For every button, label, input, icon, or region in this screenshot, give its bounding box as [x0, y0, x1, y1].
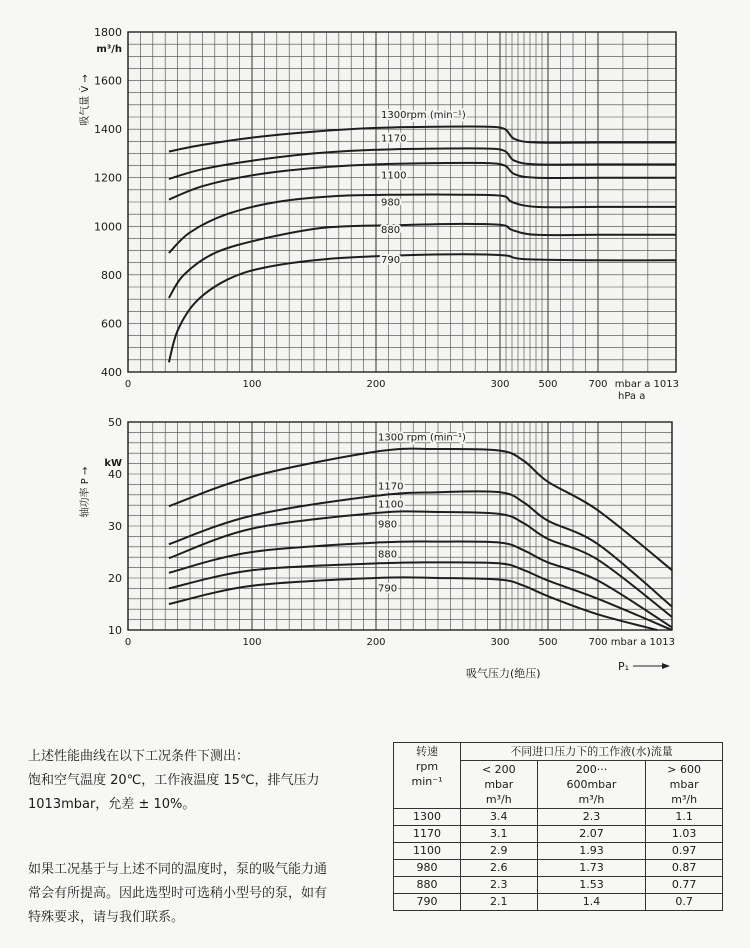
table-row [394, 809, 723, 826]
y-tick-label: 50 [108, 416, 122, 429]
conditions-paragraph: 上述性能曲线在以下工况条件下测出： 饱和空气温度 20℃，工作液温度 15℃，排气压力 1013mbar，允差 ± 10%。 [28, 749, 320, 812]
series-label: 1100 [378, 499, 404, 511]
series-label: 1100 [381, 170, 407, 182]
y-tick-label: 30 [108, 520, 122, 533]
rpm-cell: 1300 [394, 809, 461, 826]
x-unit-label: hPa a [618, 391, 646, 402]
x-axis-symbol: P₁ [618, 660, 630, 673]
y-tick-label: 600 [101, 317, 122, 331]
x-tick-label: mbar a 1013 [614, 379, 679, 390]
series-label: 1300 rpm (min⁻¹) [378, 432, 466, 444]
x-tick-label: 700 [588, 379, 608, 390]
selection-paragraph: 如果工况基于与上述不同的温度时，泵的吸气能力通常会有所提高。因此选型时可选稍小型号的泵，如有特殊要求，请与我们联系。 [28, 862, 328, 925]
y-tick-label: 1000 [94, 220, 122, 234]
x-tick-label: 0 [124, 379, 132, 390]
series-label: 980 [378, 519, 398, 531]
flow-cell: 1.93 [537, 843, 646, 860]
flow-cell: 3.4 [461, 809, 538, 826]
series-label: 1170 [381, 133, 407, 145]
x-tick-label: 700 [588, 637, 608, 648]
flow-col-mid: 200··· 600mbar m³/h [537, 761, 646, 809]
flow-cell: 2.3 [537, 809, 646, 826]
y-axis-title: 轴功率 P → [80, 466, 91, 518]
flow-cell: 2.9 [461, 843, 538, 860]
table-row [394, 860, 723, 877]
x-tick-label: 500 [538, 379, 558, 390]
x-axis-title: 吸气压力(绝压) [466, 667, 541, 680]
x-tick-label: 100 [242, 379, 262, 390]
y-tick-label: 800 [101, 268, 122, 282]
y-tick-label: 20 [108, 572, 122, 585]
flow-cell: 2.6 [461, 860, 538, 877]
series-label: 880 [378, 549, 398, 561]
y-tick-label: 1600 [94, 74, 122, 88]
flow-cell: 1.03 [646, 826, 723, 843]
y-tick-label: 1800 [94, 26, 122, 39]
flow-cell: 1.1 [646, 809, 723, 826]
flow-col-low: < 200 mbar m³/h [461, 761, 538, 809]
y-tick-label: 1400 [94, 123, 122, 137]
x-tick-label: 0 [124, 637, 132, 648]
series-label: 790 [381, 254, 401, 266]
series-label: 1170 [378, 481, 404, 493]
selection-note [28, 858, 333, 930]
flow-cell: 0.7 [646, 894, 723, 911]
liquid-flow-table [393, 742, 723, 911]
x-tick-label: 300 [490, 379, 510, 390]
table-row [394, 826, 723, 843]
test-conditions-note [28, 745, 328, 817]
flow-col-high: > 600 mbar m³/h [646, 761, 723, 809]
speed-column-header: 转速 rpm min⁻¹ [394, 743, 461, 809]
plot-area [128, 422, 672, 630]
table-row [394, 843, 723, 860]
y-tick-label: 400 [101, 366, 122, 379]
rpm-cell: 790 [394, 894, 461, 911]
flow-cell: 3.1 [461, 826, 538, 843]
shaft-power-chart [0, 410, 750, 700]
arrow-head-icon [662, 663, 670, 669]
y-tick-label: 1200 [94, 171, 122, 185]
series-label: 790 [378, 583, 398, 595]
flow-cell: 0.97 [646, 843, 723, 860]
x-tick-label: 200 [366, 379, 386, 390]
flow-cell: 1.4 [537, 894, 646, 911]
x-tick-label: 500 [538, 637, 558, 648]
x-tick-label: 300 [490, 637, 510, 648]
y-tick-label: 10 [108, 624, 122, 637]
table-row [394, 877, 723, 894]
rpm-cell: 1100 [394, 843, 461, 860]
flow-cell: 2.3 [461, 877, 538, 894]
flow-cell: 1.53 [537, 877, 646, 894]
table-row [394, 894, 723, 911]
series-label: 880 [381, 225, 401, 237]
y-axis-title: 吸气量 V̇ → [80, 74, 91, 126]
plot-area [128, 32, 676, 372]
flow-cell: 0.77 [646, 877, 723, 894]
x-tick-label: 100 [242, 637, 262, 648]
flow-cell: 2.1 [461, 894, 538, 911]
y-unit-label: m³/h [96, 44, 122, 55]
flow-table-title: 不同进口压力下的工作液(水)流量 [461, 743, 723, 761]
x-tick-label: 200 [366, 637, 386, 648]
y-unit-label: kW [104, 458, 122, 469]
rpm-cell: 880 [394, 877, 461, 894]
series-label: 1300rpm (min⁻¹) [381, 110, 466, 122]
y-tick-label: 40 [108, 468, 122, 481]
flow-cell: 2.07 [537, 826, 646, 843]
suction-volume-chart [0, 0, 750, 410]
flow-cell: 0.87 [646, 860, 723, 877]
x-tick-label: mbar a 1013 [610, 637, 675, 648]
rpm-cell: 980 [394, 860, 461, 877]
series-label: 980 [381, 197, 401, 209]
flow-cell: 1.73 [537, 860, 646, 877]
rpm-cell: 1170 [394, 826, 461, 843]
